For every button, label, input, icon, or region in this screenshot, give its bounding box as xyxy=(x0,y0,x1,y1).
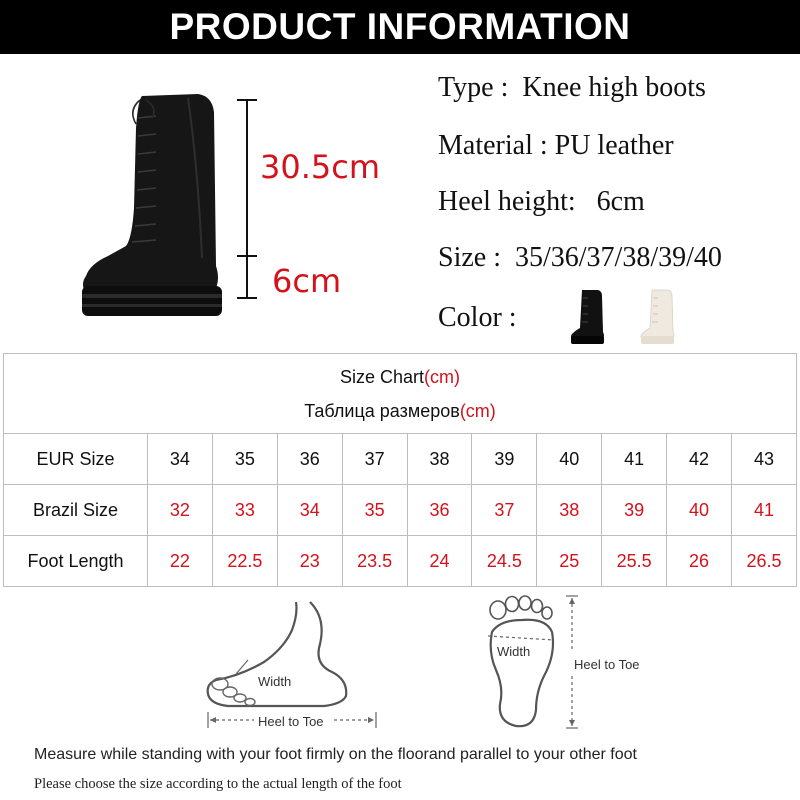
table-cell: 36 xyxy=(407,485,472,536)
spec-heel-height: Heel height: 6cm xyxy=(438,186,645,217)
measure-line xyxy=(246,100,248,298)
heel-height-label: 6cm xyxy=(272,262,342,300)
spec-type: Type : Knee high boots xyxy=(438,72,706,103)
boot-image xyxy=(80,88,230,328)
measure-mid-cap xyxy=(237,255,257,257)
size-instruction: Please choose the size according to the actual length of the foot xyxy=(34,776,402,792)
size-chart-table xyxy=(3,353,797,587)
size-chart-title xyxy=(4,354,797,434)
table-cell: 42 xyxy=(667,434,732,485)
measure-instruction: Measure while standing with your foot firmly on the floorand parallel to your other foot xyxy=(34,746,637,763)
table-cell: 25 xyxy=(537,536,602,587)
table-cell: 36 xyxy=(277,434,342,485)
top-length-label: Heel to Toe xyxy=(574,657,640,672)
size-chart-unit: (cm) xyxy=(424,366,461,387)
table-cell: 23 xyxy=(277,536,342,587)
size-chart-title-ru: Таблица размеров xyxy=(304,400,460,421)
color-swatch-white[interactable] xyxy=(638,288,676,346)
side-width-label: Width xyxy=(258,674,292,689)
table-cell: 34 xyxy=(148,434,213,485)
table-cell: 33 xyxy=(212,485,277,536)
table-cell: 22 xyxy=(148,536,213,587)
table-row-brazil xyxy=(4,485,797,536)
table-cell: 26 xyxy=(667,536,732,587)
table-row-foot-length xyxy=(4,536,797,587)
shaft-height-label: 30.5cm xyxy=(260,148,381,186)
table-cell: 34 xyxy=(277,485,342,536)
page-header: PRODUCT INFORMATION xyxy=(0,0,800,54)
table-cell: 35 xyxy=(212,434,277,485)
row-label: Brazil Size xyxy=(4,485,148,536)
row-label: Foot Length xyxy=(4,536,148,587)
size-chart-title-en: Size Chart xyxy=(339,366,425,387)
size-chart-unit-ru: (cm) xyxy=(459,400,496,421)
table-cell: 40 xyxy=(667,485,732,536)
top-width-label: Width xyxy=(497,644,531,659)
spec-material: Material : PU leather xyxy=(438,130,674,161)
table-cell: 23.5 xyxy=(342,536,407,587)
table-cell: 24.5 xyxy=(472,536,537,587)
table-cell: 37 xyxy=(472,485,537,536)
table-cell: 26.5 xyxy=(732,536,797,587)
table-cell: 43 xyxy=(732,434,797,485)
spec-size: Size : 35/36/37/38/39/40 xyxy=(438,242,722,273)
color-swatch-black[interactable] xyxy=(568,288,606,346)
measure-bottom-cap xyxy=(237,297,257,299)
table-cell: 41 xyxy=(732,485,797,536)
table-cell: 25.5 xyxy=(602,536,667,587)
table-cell: 37 xyxy=(342,434,407,485)
table-row-eur xyxy=(4,434,797,485)
table-cell: 38 xyxy=(407,434,472,485)
table-cell: 41 xyxy=(602,434,667,485)
table-cell: 24 xyxy=(407,536,472,587)
table-cell: 39 xyxy=(602,485,667,536)
table-cell: 40 xyxy=(537,434,602,485)
table-cell: 22.5 xyxy=(212,536,277,587)
table-cell: 32 xyxy=(148,485,213,536)
side-length-label: Heel to Toe xyxy=(258,714,324,729)
row-label: EUR Size xyxy=(4,434,148,485)
table-cell: 35 xyxy=(342,485,407,536)
table-cell: 38 xyxy=(537,485,602,536)
table-cell: 39 xyxy=(472,434,537,485)
spec-color: Color : xyxy=(438,302,517,333)
